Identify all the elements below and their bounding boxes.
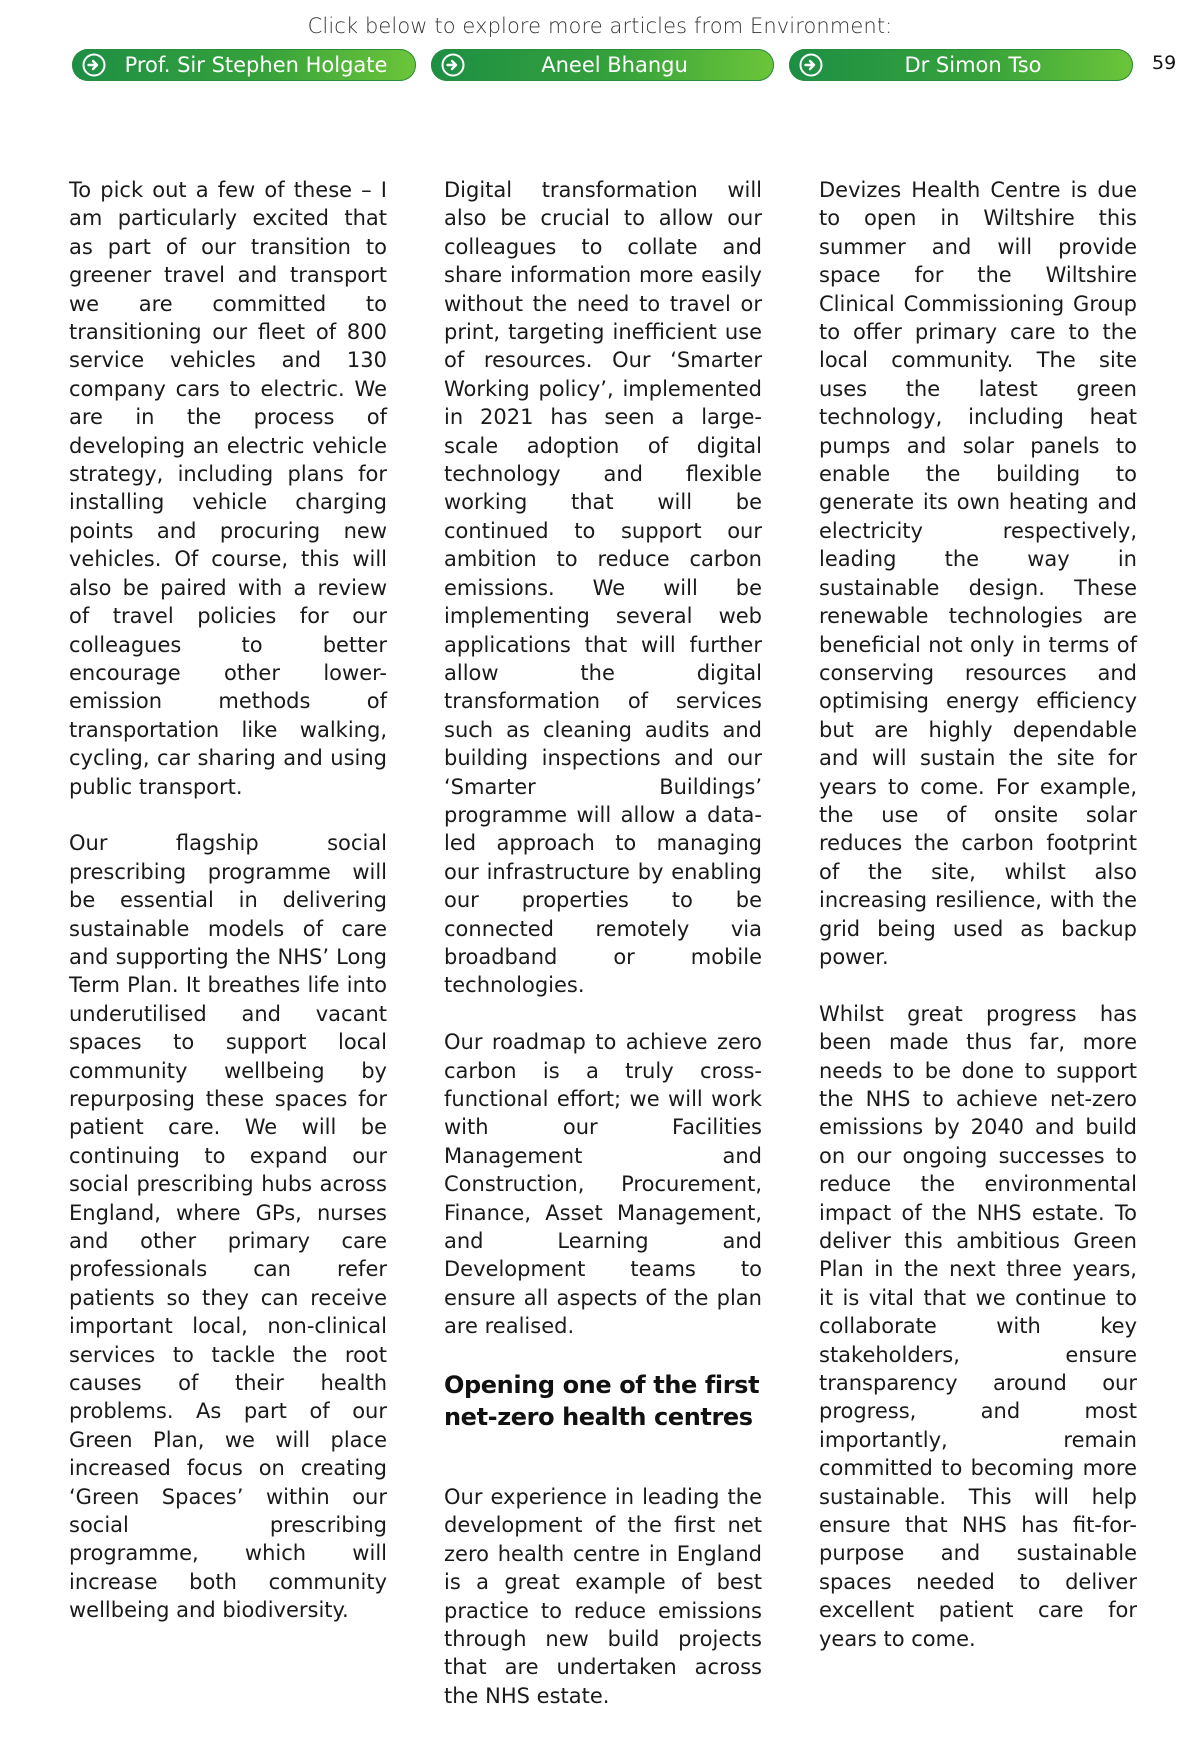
article-column-3 [819,176,1137,1682]
paragraph: Devizes Health Centre is due to open in Wiltshire this summer and will provide space for the Wiltshire Clinical Commissioning Group to offer primary care to the local community. The site uses the latest green technology, including heat pumps and solar panels to enable the building to generate its own heating and electricity respectively, leading the way in sustainable design. These renewable technologies are beneficial not only in terms of conserving resources and optimising energy efficiency but are highly dependable and will sustain the site for years to come. For example, the use of onsite solar reduces the carbon footprint of the site, whilst also increasing resilience, with the grid being used as backup power. [819,178,1137,969]
arrow-right-circle-icon [82,53,106,77]
section-heading: Opening one of the first net-zero health centres [444,1371,760,1432]
article-link-simon-tso[interactable] [789,49,1133,81]
paragraph: Our flagship social prescribing programme will be essential in delivering sustainable models of care and supporting the NHS’ Long Term Plan. It breathes life into underutilised and vacant spaces to support local community wellbeing by repurposing these spaces for patient care. We will be continuing to expand our social prescribing hubs across England, where GPs, nurses and other primary care professionals can refer patients so they can receive important local, non-clinical services to tackle the root causes of their health problems. As part of our Green Plan, we will place increased focus on creating ‘Green Spaces’ within our social prescribing programme, which will increase both community wellbeing and biodiversity. [69,831,387,1623]
article-link-aneel-bhangu[interactable] [431,49,774,81]
paragraph: Our experience in leading the development of the first net zero health centre in England is a great example of best practice to reduce emissions through new build projects that are undertaken across the NHS estate. [444,1485,762,1708]
article-link-label: Aneel Bhangu [541,53,688,77]
article-link-stephen-holgate[interactable] [72,49,416,81]
paragraph: Our roadmap to achieve zero carbon is a truly cross-functional effort; we will work with our Facilities Management and Construction, Procurement, Finance, Asset Management, and Learning and Development teams to ensure all aspects of the plan are realised. [444,1030,762,1339]
article-column-2 [444,176,762,1739]
arrow-right-circle-icon [799,53,823,77]
paragraph: To pick out a few of these – I am particularly excited that as part of our transition to greener travel and transport we are committed to transitioning our fleet of 800 service vehicles and 130 company cars to electric. We are in the process of developing an electric vehicle strategy, including plans for installing vehicle charging points and procuring new vehicles. Of course, this will also be paired with a review of travel policies for our colleagues to better encourage other lower-emission methods of transportation like walking, cycling, car sharing and using public transport. [69,178,387,799]
paragraph: Whilst great progress has been made thus far, more needs to be done to support the NHS to achieve net-zero emissions by 2040 and build on our ongoing successes to reduce the environmental impact of the NHS estate. To deliver this ambitious Green Plan in the next three years, it is vital that we continue to collaborate with key stakeholders, ensure transparency around our progress, and most importantly, remain committed to becoming more sustainable. This will help ensure that NHS has fit-for-purpose and sustainable spaces needed to deliver excellent patient care for years to come. [819,1001,1137,1651]
paragraph: Digital transformation will also be crucial to allow our colleagues to collate and share information more easily without the need to travel or print, targeting inefficient use of resources. Our ‘Smarter Working policy’, implemented in 2021 has seen a large-scale adoption of digital technology and flexible working that will be continued to support our ambition to reduce carbon emissions. We will be implementing several web applications that will further allow the digital transformation of services such as cleaning audits and building inspections and our ‘Smarter Buildings’ programme will allow a data-led approach to managing our infrastructure by enabling our properties to be connected remotely via broadband or mobile technologies. [444,178,762,998]
article-link-label: Prof. Sir Stephen Holgate [124,53,388,77]
nav-caption: Click below to explore more articles from Environment: [307,14,893,38]
arrow-right-circle-icon [441,53,465,77]
article-link-label: Dr Simon Tso [904,53,1042,77]
page-number: 59 [1152,52,1177,74]
article-column-1 [69,176,387,1653]
